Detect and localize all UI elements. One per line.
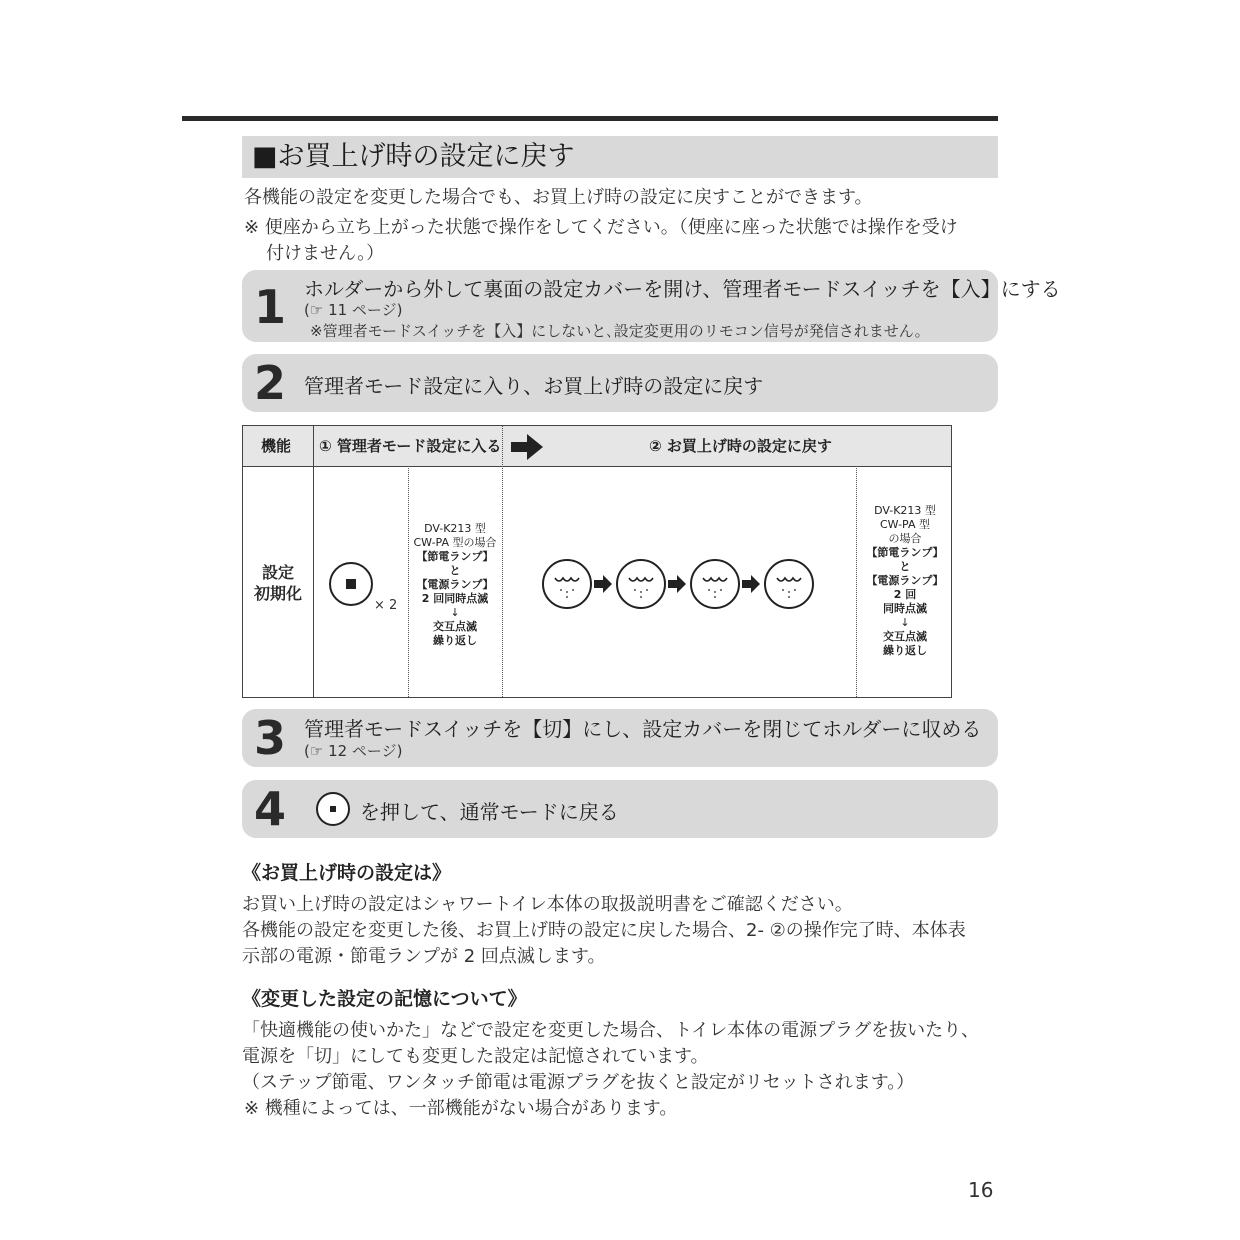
intro-note-line1: ※ 便座から立ち上がった状態で操作をしてください。（便座に座った状態では操作を受け — [244, 217, 958, 238]
step-title: ホルダーから外して裏面の設定カバーを開け、管理者モードスイッチを【入】にする — [304, 277, 1061, 301]
page-reference: (☞ 11 ページ) — [304, 301, 403, 319]
memory-text-2: 電源を「切」にしても変更した設定は記憶されています。 — [242, 1046, 709, 1067]
step-number: 4 — [254, 782, 287, 836]
settings-table — [242, 425, 952, 698]
right-arrow-icon — [511, 434, 543, 460]
memory-text-3: （ステップ節電、ワンタッチ節電は電源プラグを抜くと設定がリセットされます。） — [242, 1072, 915, 1093]
step-note: ※管理者モードスイッチを【入】にしないと､設定変更用のリモコン信号が発信されません。 — [310, 322, 930, 340]
step-2 — [242, 354, 998, 412]
intro-text: 各機能の設定を変更した場合でも、お買上げ時の設定に戻すことができます。 — [244, 187, 873, 208]
step-4 — [242, 780, 998, 838]
step-title: を押して、通常モードに戻る — [360, 800, 619, 824]
page-number: 16 — [968, 1178, 994, 1202]
lamp-note-left: DV-K213 型 CW-PA 型の場合 【節電ランプ】 と 【電源ランプ】 2 回同時点滅 ↓ 交互点滅 繰り返し — [413, 522, 497, 647]
row-label — [243, 562, 313, 604]
memory-text-4: ※ 機種によっては、一部機能がない場合があります。 — [244, 1098, 678, 1119]
defaults-text-3: 示部の電源・節電ランプが 2 回点滅します。 — [242, 946, 606, 967]
step-1 — [242, 270, 1061, 342]
stop-button-icon — [316, 792, 350, 826]
defaults-heading: 《お買上げ時の設定は》 — [242, 862, 452, 884]
intro-note-line2: 付けません。） — [266, 243, 385, 264]
page-title: ■お買上げ時の設定に戻す — [242, 136, 998, 178]
row-label-line2: 初期化 — [253, 584, 302, 603]
page-reference: (☞ 12 ページ) — [304, 742, 403, 760]
step-title: 管理者モードスイッチを【切】にし、設定カバーを閉じてホルダーに収める — [304, 717, 982, 741]
memory-text-1: 「快適機能の使いかた」などで設定を変更した場合、トイレ本体の電源プラグを抜いたり、 — [242, 1020, 980, 1041]
defaults-text-1: お買い上げ時の設定はシャワートイレ本体の取扱説明書をご確認ください。 — [242, 894, 853, 915]
step-number: 2 — [254, 356, 287, 410]
header-function: 機能 — [261, 437, 292, 455]
defaults-text-2: 各機能の設定を変更した後、お買上げ時の設定に戻した場合、2- ②の操作完了時、本体表 — [242, 920, 966, 941]
top-rule — [182, 116, 998, 121]
wash-button-sequence — [541, 556, 821, 612]
step-title: 管理者モード設定に入り、お買上げ時の設定に戻す — [304, 374, 764, 398]
step-number: 1 — [254, 280, 287, 334]
memory-heading: 《変更した設定の記憶について》 — [242, 988, 527, 1010]
header-restore-defaults: ② お買上げ時の設定に戻す — [649, 437, 832, 455]
lamp-note-right: DV-K213 型 CW-PA 型 の場合 【節電ランプ】 と 【電源ランプ】 2 回 同時点滅 ↓ 交互点滅 繰り返し — [866, 504, 944, 657]
header-enter-admin-mode: ① 管理者モード設定に入る — [319, 437, 502, 455]
row-label-line1: 設定 — [261, 563, 294, 582]
step-3 — [242, 709, 998, 767]
press-count: × 2 — [374, 598, 398, 613]
stop-button-icon — [329, 562, 373, 606]
step-number: 3 — [254, 711, 287, 765]
